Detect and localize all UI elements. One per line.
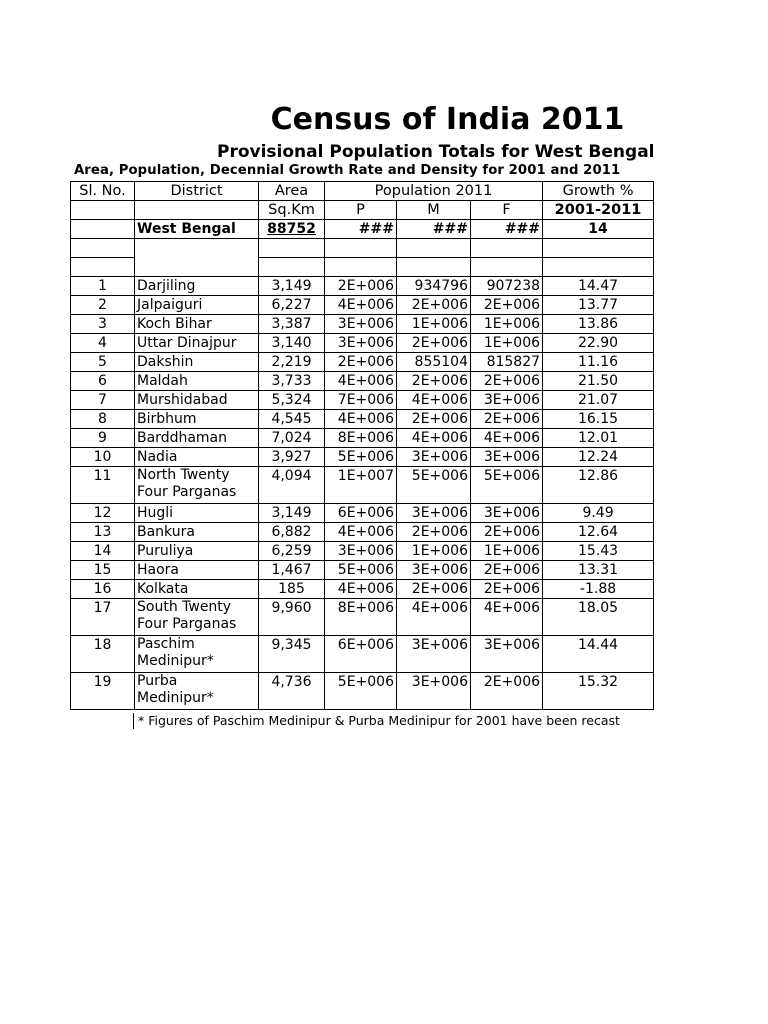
table-row [71, 467, 654, 504]
table-row [71, 561, 654, 580]
district-cell: Purba Medinipur* [135, 673, 259, 710]
area-cell: 3,140 [259, 334, 325, 353]
sl-no-cell: 9 [71, 429, 135, 448]
header-blank [71, 201, 135, 220]
header-blank [135, 201, 259, 220]
sl-no-cell: 8 [71, 410, 135, 429]
growth-cell: 12.64 [543, 523, 654, 542]
sl-no-cell: 1 [71, 277, 135, 296]
district-cell: Puruliya [135, 542, 259, 561]
header-row-2 [71, 201, 654, 220]
district-cell: South Twenty Four Parganas [135, 599, 259, 636]
table-row [71, 372, 654, 391]
district-cell: Bankura [135, 523, 259, 542]
area-cell: 7,024 [259, 429, 325, 448]
growth-cell: 11.16 [543, 353, 654, 372]
population-f-cell: 2E+006 [471, 673, 543, 710]
growth-cell: 15.43 [543, 542, 654, 561]
area-cell: 9,960 [259, 599, 325, 636]
header-growth-period: 2001-2011 [543, 201, 654, 220]
state-sl [71, 220, 135, 239]
state-f: ### [471, 220, 543, 239]
population-f-cell: 815827 [471, 353, 543, 372]
population-p-cell: 4E+006 [325, 580, 397, 599]
district-cell: Nadia [135, 448, 259, 467]
growth-cell: 21.07 [543, 391, 654, 410]
population-m-cell: 3E+006 [397, 636, 471, 673]
district-cell: Kolkata [135, 580, 259, 599]
sl-no-cell: 10 [71, 448, 135, 467]
sl-no-cell: 18 [71, 636, 135, 673]
table-row [71, 296, 654, 315]
sl-no-cell: 14 [71, 542, 135, 561]
population-m-cell: 4E+006 [397, 429, 471, 448]
district-cell: Maldah [135, 372, 259, 391]
growth-cell: 12.86 [543, 467, 654, 504]
population-m-cell: 3E+006 [397, 561, 471, 580]
sl-no-cell: 15 [71, 561, 135, 580]
population-f-cell: 1E+006 [471, 315, 543, 334]
district-cell: Haora [135, 561, 259, 580]
area-cell: 4,736 [259, 673, 325, 710]
district-cell: Jalpaiguri [135, 296, 259, 315]
population-m-cell: 2E+006 [397, 372, 471, 391]
population-f-cell: 2E+006 [471, 296, 543, 315]
sl-no-cell: 2 [71, 296, 135, 315]
population-f-cell: 3E+006 [471, 504, 543, 523]
population-p-cell: 6E+006 [325, 636, 397, 673]
state-growth: 14 [543, 220, 654, 239]
population-f-cell: 2E+006 [471, 580, 543, 599]
area-cell: 1,467 [259, 561, 325, 580]
growth-cell: 15.32 [543, 673, 654, 710]
growth-cell: 14.47 [543, 277, 654, 296]
sl-no-cell: 7 [71, 391, 135, 410]
page-title: Census of India 2011 [270, 102, 625, 137]
table-description: Area, Population, Decennial Growth Rate and Density for 2001 and 2011 [74, 163, 621, 178]
table-row [71, 429, 654, 448]
header-population: Population 2011 [325, 182, 543, 201]
area-cell: 6,227 [259, 296, 325, 315]
district-cell: Darjiling [135, 277, 259, 296]
population-f-cell: 2E+006 [471, 561, 543, 580]
growth-cell: 18.05 [543, 599, 654, 636]
population-p-cell: 3E+006 [325, 334, 397, 353]
population-f-cell: 2E+006 [471, 372, 543, 391]
district-cell: North Twenty Four Parganas [135, 467, 259, 504]
growth-cell: 12.01 [543, 429, 654, 448]
population-f-cell: 2E+006 [471, 410, 543, 429]
table-row [71, 542, 654, 561]
growth-cell: 14.44 [543, 636, 654, 673]
population-f-cell: 4E+006 [471, 429, 543, 448]
population-p-cell: 5E+006 [325, 448, 397, 467]
population-m-cell: 855104 [397, 353, 471, 372]
area-cell: 5,324 [259, 391, 325, 410]
area-cell: 6,882 [259, 523, 325, 542]
area-cell: 4,545 [259, 410, 325, 429]
blank-cell [471, 258, 543, 277]
blank-row [71, 258, 654, 277]
sl-no-cell: 17 [71, 599, 135, 636]
population-p-cell: 5E+006 [325, 673, 397, 710]
population-m-cell: 4E+006 [397, 599, 471, 636]
sl-no-cell: 12 [71, 504, 135, 523]
area-cell: 185 [259, 580, 325, 599]
blank-cell [71, 258, 135, 277]
population-m-cell: 2E+006 [397, 580, 471, 599]
state-row [71, 220, 654, 239]
area-cell: 3,733 [259, 372, 325, 391]
population-p-cell: 4E+006 [325, 372, 397, 391]
subtitle2-container [0, 161, 654, 181]
population-p-cell: 8E+006 [325, 599, 397, 636]
blank-cell [259, 258, 325, 277]
table-row [71, 523, 654, 542]
blank-cell [71, 239, 135, 258]
growth-cell: 9.49 [543, 504, 654, 523]
table-row [71, 580, 654, 599]
header-sl-no: Sl. No. [71, 182, 135, 201]
population-m-cell: 3E+006 [397, 673, 471, 710]
district-cell: Koch Bihar [135, 315, 259, 334]
population-p-cell: 3E+006 [325, 542, 397, 561]
blank-cell [259, 239, 325, 258]
district-cell: Uttar Dinajpur [135, 334, 259, 353]
population-p-cell: 5E+006 [325, 561, 397, 580]
growth-cell: 22.90 [543, 334, 654, 353]
sl-no-cell: 19 [71, 673, 135, 710]
area-cell: 3,149 [259, 277, 325, 296]
population-p-cell: 4E+006 [325, 410, 397, 429]
state-area: 88752 [259, 220, 325, 239]
header-row-1 [71, 182, 654, 201]
area-cell: 9,345 [259, 636, 325, 673]
area-cell: 4,094 [259, 467, 325, 504]
sl-no-cell: 16 [71, 580, 135, 599]
population-p-cell: 4E+006 [325, 296, 397, 315]
population-m-cell: 3E+006 [397, 448, 471, 467]
population-p-cell: 8E+006 [325, 429, 397, 448]
state-p: ### [325, 220, 397, 239]
header-district: District [135, 182, 259, 201]
header-p: P [325, 201, 397, 220]
header-m: M [397, 201, 471, 220]
district-cell: Birbhum [135, 410, 259, 429]
population-p-cell: 2E+006 [325, 353, 397, 372]
table-row [71, 599, 654, 636]
population-m-cell: 934796 [397, 277, 471, 296]
sl-no-cell: 5 [71, 353, 135, 372]
district-cell: Murshidabad [135, 391, 259, 410]
blank-cell [397, 258, 471, 277]
footnote: * Figures of Paschim Medinipur & Purba Medinipur for 2001 have been recast [133, 713, 658, 729]
population-f-cell: 3E+006 [471, 636, 543, 673]
sl-no-cell: 3 [71, 315, 135, 334]
blank-cell [397, 239, 471, 258]
district-cell: Barddhaman [135, 429, 259, 448]
blank-cell [135, 258, 259, 277]
area-cell: 6,259 [259, 542, 325, 561]
growth-cell: 13.31 [543, 561, 654, 580]
blank-cell [471, 239, 543, 258]
table-row [71, 636, 654, 673]
population-m-cell: 4E+006 [397, 391, 471, 410]
population-p-cell: 2E+006 [325, 277, 397, 296]
census-table [70, 181, 654, 710]
sl-no-cell: 6 [71, 372, 135, 391]
growth-cell: 21.50 [543, 372, 654, 391]
table-row [71, 448, 654, 467]
header-area: Area [259, 182, 325, 201]
table-row [71, 334, 654, 353]
area-cell: 3,387 [259, 315, 325, 334]
table-row [71, 277, 654, 296]
header-growth: Growth % [543, 182, 654, 201]
population-m-cell: 5E+006 [397, 467, 471, 504]
sl-no-cell: 11 [71, 467, 135, 504]
population-m-cell: 1E+006 [397, 315, 471, 334]
population-p-cell: 3E+006 [325, 315, 397, 334]
population-p-cell: 6E+006 [325, 504, 397, 523]
area-cell: 3,149 [259, 504, 325, 523]
population-f-cell: 1E+006 [471, 542, 543, 561]
subtitle: Provisional Population Totals for West Bengal [217, 142, 654, 162]
population-f-cell: 1E+006 [471, 334, 543, 353]
blank-cell [135, 239, 259, 258]
blank-cell [543, 239, 654, 258]
table-row [71, 315, 654, 334]
population-f-cell: 907238 [471, 277, 543, 296]
growth-cell: 13.77 [543, 296, 654, 315]
header-f: F [471, 201, 543, 220]
growth-cell: 13.86 [543, 315, 654, 334]
district-cell: Paschim Medinipur* [135, 636, 259, 673]
area-cell: 3,927 [259, 448, 325, 467]
growth-cell: 16.15 [543, 410, 654, 429]
table-row [71, 504, 654, 523]
population-f-cell: 2E+006 [471, 523, 543, 542]
population-f-cell: 3E+006 [471, 391, 543, 410]
area-cell: 2,219 [259, 353, 325, 372]
blank-cell [325, 239, 397, 258]
population-m-cell: 2E+006 [397, 523, 471, 542]
header-area-unit: Sq.Km [259, 201, 325, 220]
sl-no-cell: 4 [71, 334, 135, 353]
district-cell: Dakshin [135, 353, 259, 372]
state-m: ### [397, 220, 471, 239]
sl-no-cell: 13 [71, 523, 135, 542]
population-m-cell: 1E+006 [397, 542, 471, 561]
population-f-cell: 4E+006 [471, 599, 543, 636]
population-f-cell: 5E+006 [471, 467, 543, 504]
population-m-cell: 3E+006 [397, 504, 471, 523]
population-m-cell: 2E+006 [397, 296, 471, 315]
growth-cell: 12.24 [543, 448, 654, 467]
table-row [71, 410, 654, 429]
table-row [71, 391, 654, 410]
district-cell: Hugli [135, 504, 259, 523]
population-p-cell: 4E+006 [325, 523, 397, 542]
blank-row [71, 239, 654, 258]
population-m-cell: 2E+006 [397, 334, 471, 353]
table-row [71, 673, 654, 710]
blank-cell [325, 258, 397, 277]
growth-cell: -1.88 [543, 580, 654, 599]
population-p-cell: 1E+007 [325, 467, 397, 504]
state-name: West Bengal [135, 220, 259, 239]
population-p-cell: 7E+006 [325, 391, 397, 410]
table-row [71, 353, 654, 372]
population-f-cell: 3E+006 [471, 448, 543, 467]
population-m-cell: 2E+006 [397, 410, 471, 429]
blank-cell [543, 258, 654, 277]
